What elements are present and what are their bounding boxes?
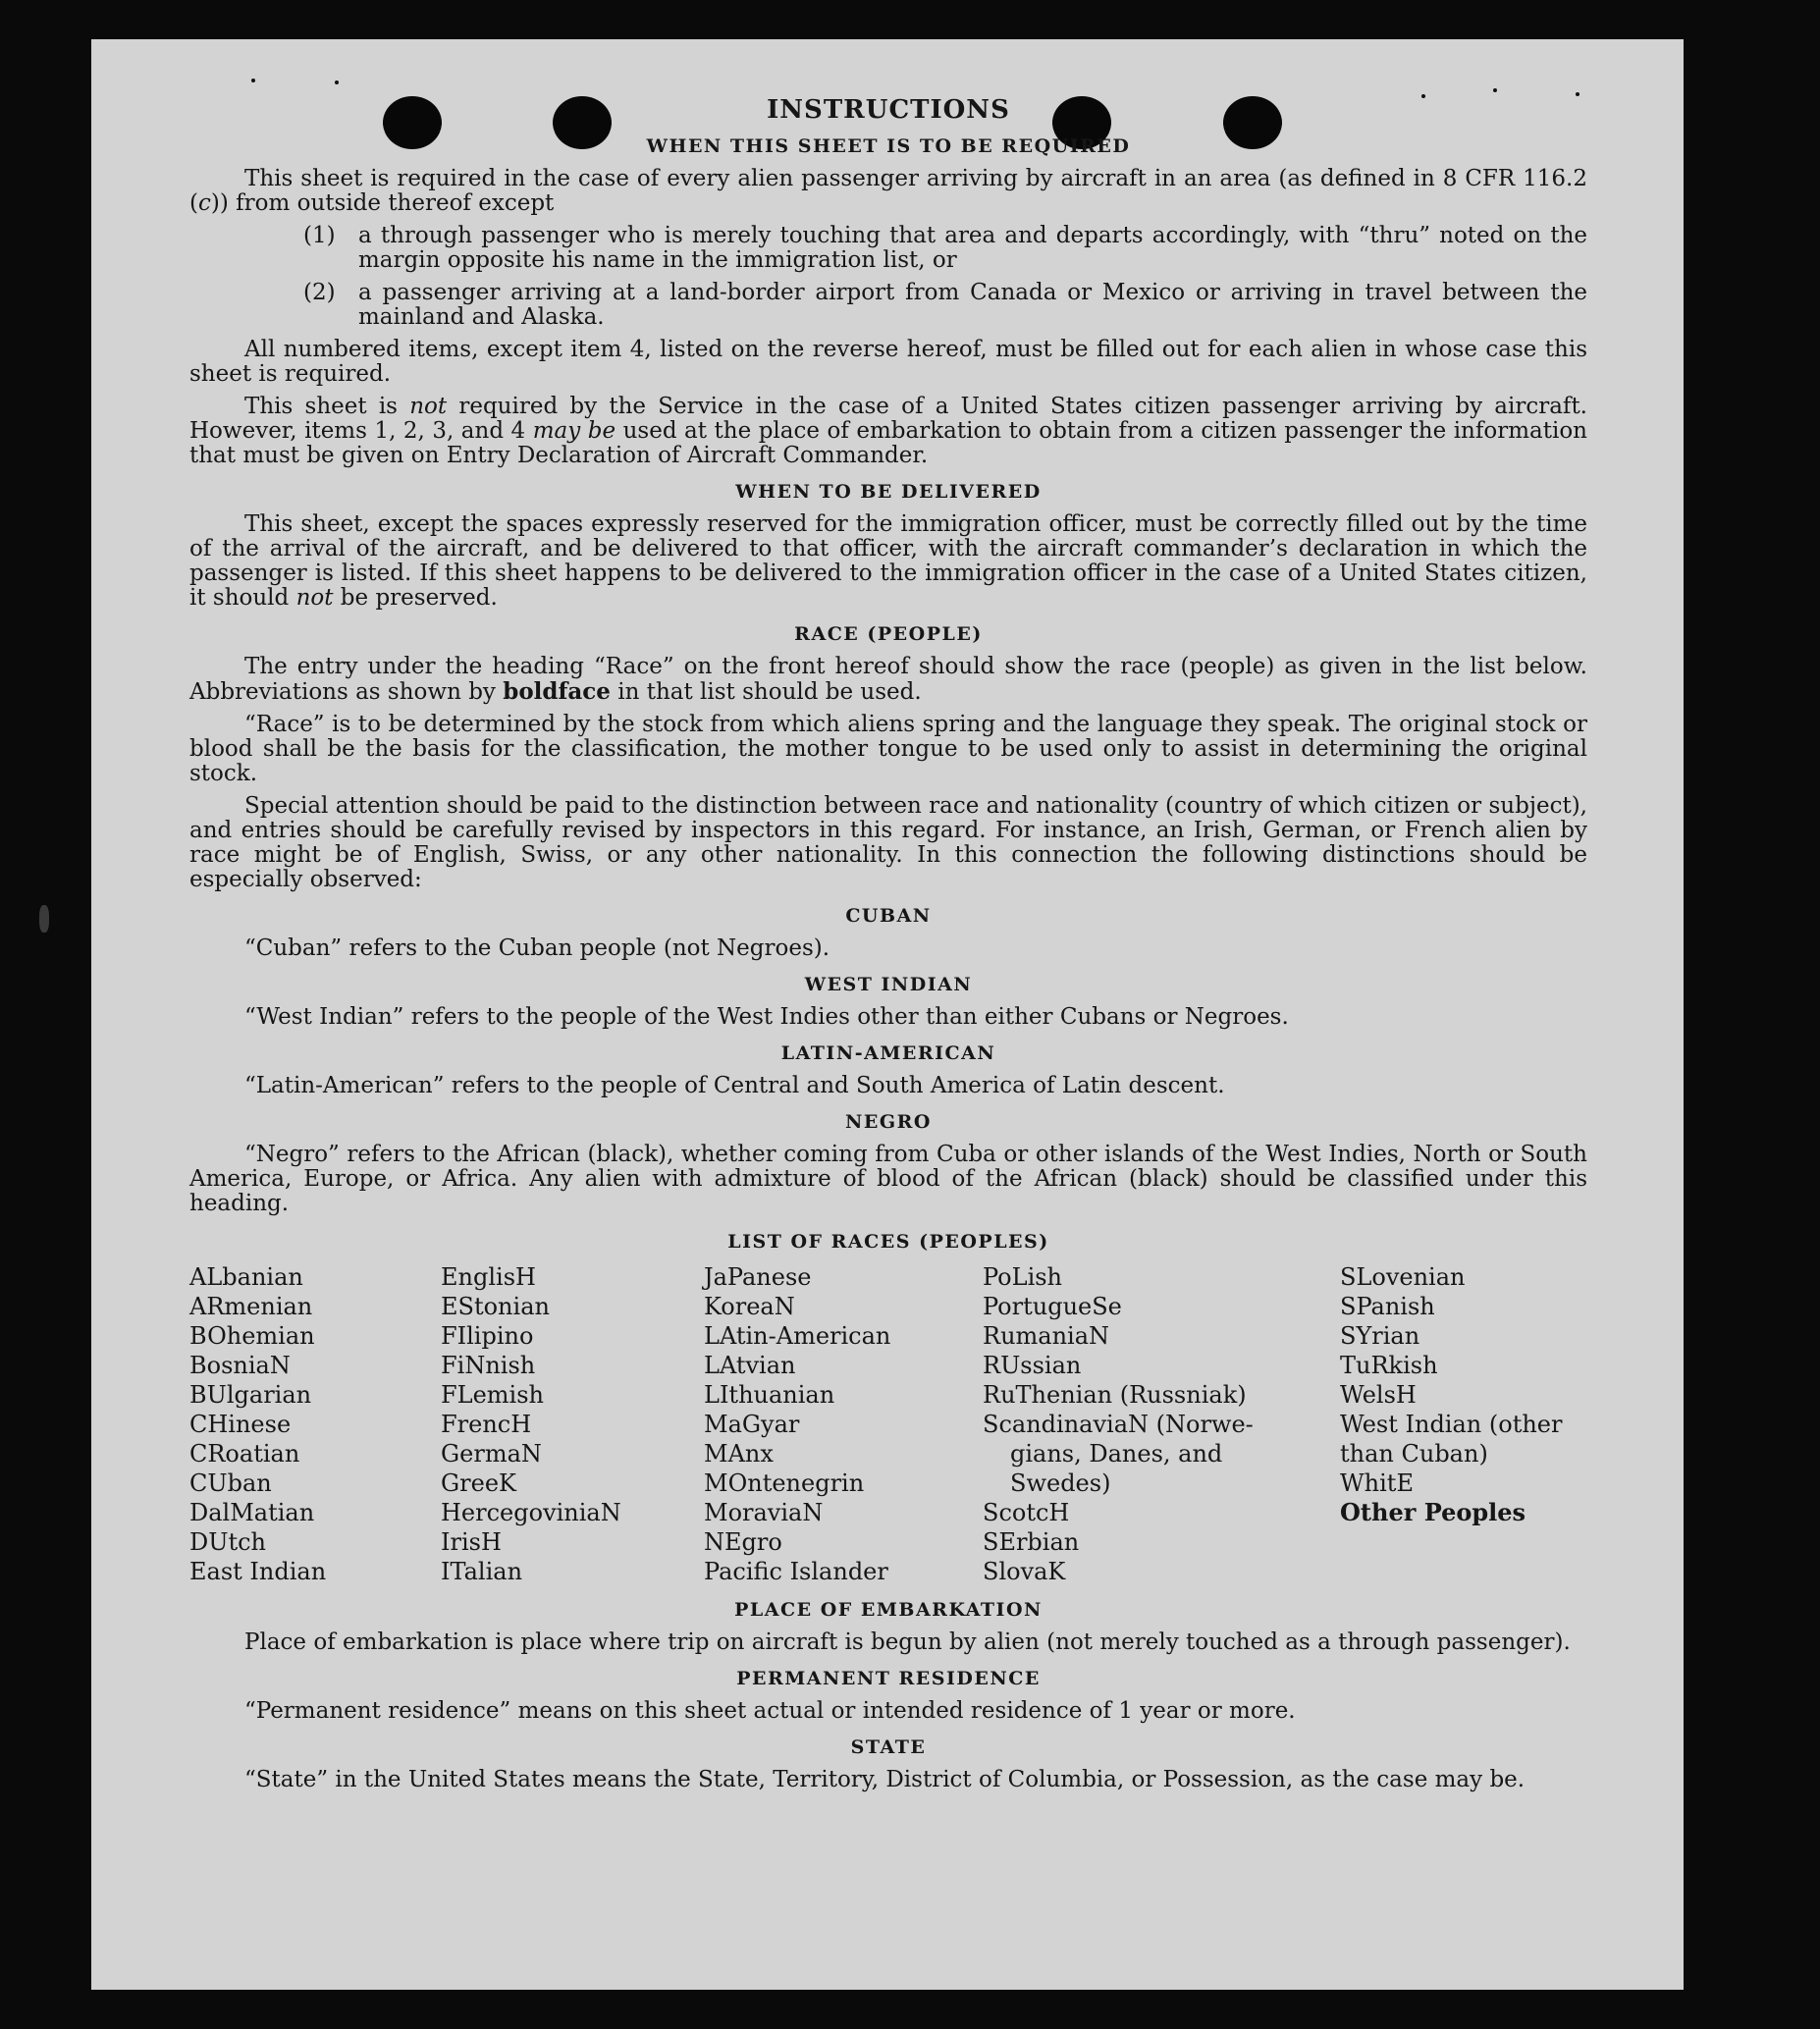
scan-speck (1576, 92, 1579, 96)
race-entry: FIlipino (441, 1322, 534, 1350)
race-entry: EStonian (441, 1293, 550, 1320)
race-entry: TuRkish (1340, 1352, 1438, 1379)
race-entry: BOhemian (189, 1322, 315, 1350)
race-entry: CUban (189, 1469, 272, 1497)
race-entry-continued: gians, Danes, and (1010, 1440, 1223, 1468)
scan-speck (335, 80, 339, 84)
race-entry: SPanish (1340, 1293, 1435, 1320)
race-entry-other: Other Peoples (1340, 1498, 1526, 1526)
exception-item-1: (1) a through passenger who is merely touching that area and departs accordingly, with “thru” noted on the margin opposite his name in the immigration list, or (303, 223, 1587, 273)
scan-artifact (39, 905, 49, 933)
race-entry: WelsH (1340, 1381, 1417, 1409)
race-entry: LIthuanian (704, 1381, 835, 1409)
paragraph-required: This sheet is required in the case of every alien passenger arriving by aircraft in an area (as defined in 8 CFR 116.2 (c)) from outside thereof except (189, 166, 1587, 216)
race-entry: FLemish (441, 1381, 544, 1409)
race-entry: JaPanese (704, 1263, 812, 1291)
race-column-4 (983, 1262, 1340, 1586)
race-entry: BUlgarian (189, 1381, 312, 1409)
race-column-2 (441, 1262, 704, 1586)
paragraph-latin-american: “Latin-American” refers to the people of Central and South America of Latin descent. (244, 1073, 1225, 1098)
paragraph-cuban: “Cuban” refers to the Cuban people (not Negroes). (244, 935, 830, 961)
scan-speck (1493, 88, 1497, 92)
race-entry: MaGyar (704, 1411, 800, 1438)
heading-negro: NEGRO (845, 1111, 932, 1133)
race-entry: SYrian (1340, 1322, 1420, 1350)
race-entry: EnglisH (441, 1263, 536, 1291)
heading-when-delivered: WHEN TO BE DELIVERED (735, 481, 1042, 503)
paragraph-race-nationality: Special attention should be paid to the distinction between race and nationality (country of which citizen or subject), and entries should be carefully revised by inspectors in this regard. For instance, an Irish, German, or French alien by race might be of English, Swiss, or any other nationality. In this connection the following distinctions should be especially observed: (189, 793, 1587, 892)
heading-cuban: CUBAN (845, 905, 932, 927)
paragraph-numbered-items: All numbered items, except item 4, listed on the reverse hereof, must be filled out for each alien in whose case this sheet is required. (189, 337, 1587, 387)
race-entry: GermaN (441, 1440, 542, 1468)
race-entry: DalMatian (189, 1499, 315, 1526)
race-entry: East Indian (189, 1558, 327, 1585)
instructions-content (189, 95, 1587, 1800)
race-entry: WhitE (1340, 1469, 1414, 1497)
paragraph-west-indian: “West Indian” refers to the people of the West Indies other than either Cubans or Negroes. (244, 1004, 1289, 1030)
race-entry: ALbanian (189, 1263, 303, 1291)
race-entry: ScandinaviaN (Norwe- (983, 1411, 1254, 1438)
race-entry: MAnx (704, 1440, 774, 1468)
race-entry: SErbian (983, 1528, 1080, 1556)
paragraph-race-entry: The entry under the heading “Race” on the front hereof should show the race (people) as given in the list below. Abbreviations as shown by boldface in that list should be used. (189, 654, 1587, 705)
race-entry: RuThenian (Russniak) (983, 1381, 1247, 1409)
race-entry: ARmenian (189, 1293, 313, 1320)
heading-list-of-races: LIST OF RACES (PEOPLES) (727, 1231, 1049, 1253)
race-entry: CRoatian (189, 1440, 300, 1468)
heading-when-required: WHEN THIS SHEET IS TO BE REQUIRED (646, 135, 1131, 157)
heading-race: RACE (PEOPLE) (794, 623, 983, 645)
race-entry: CHinese (189, 1411, 292, 1438)
race-entry: FiNnish (441, 1352, 536, 1379)
paragraph-embarkation: Place of embarkation is place where trip on aircraft is begun by alien (not merely touched as a through passenger). (244, 1629, 1571, 1655)
race-entry: LAtvian (704, 1352, 796, 1379)
heading-west-indian: WEST INDIAN (804, 974, 973, 995)
race-entry: LAtin-American (704, 1322, 891, 1350)
race-entry: FrencH (441, 1411, 532, 1438)
page-title: INSTRUCTIONS (767, 95, 1010, 125)
race-entry: GreeK (441, 1469, 516, 1497)
exception-item-2: (2) a passenger arriving at a land-border airport from Canada or Mexico or arriving in travel between the mainland and Alaska. (303, 280, 1587, 330)
race-entry: KoreaN (704, 1293, 795, 1320)
paragraph-citizen: This sheet is not required by the Service in the case of a United States citizen passenger arriving by aircraft. However, items 1, 2, 3, and 4 may be used at the place of embarkation to obtain from a citizen passenger the information that must be given on Entry Declaration of Aircraft Commander. (189, 394, 1587, 468)
paragraph-race-stock: “Race” is to be determined by the stock from which aliens spring and the language they speak. The original stock or blood shall be the basis for the classification, the mother tongue to be used only to assist in determining the original stock. (189, 712, 1587, 786)
race-entry: ITalian (441, 1558, 523, 1585)
race-entry: MoraviaN (704, 1499, 824, 1526)
race-column-3 (704, 1262, 983, 1586)
race-entry: MOntenegrin (704, 1469, 865, 1497)
document-page (91, 39, 1684, 1990)
race-entry: DUtch (189, 1528, 267, 1556)
race-entry-continued: than Cuban) (1340, 1440, 1488, 1468)
race-entry: HercegoviniaN (441, 1499, 621, 1526)
race-entry-continued: Swedes) (1010, 1469, 1111, 1497)
race-entry: SlovaK (983, 1558, 1066, 1585)
scan-speck (251, 79, 255, 82)
race-entry: Pacific Islander (704, 1558, 888, 1585)
paragraph-state: “State” in the United States means the State, Territory, District of Columbia, or Possession, as the case may be. (244, 1767, 1526, 1792)
race-list (189, 1262, 1587, 1586)
race-entry: RUssian (983, 1352, 1082, 1379)
race-entry: NEgro (704, 1528, 782, 1556)
heading-permanent-residence: PERMANENT RESIDENCE (736, 1668, 1041, 1689)
race-entry: PoLish (983, 1263, 1063, 1291)
heading-embarkation: PLACE OF EMBARKATION (734, 1599, 1043, 1621)
paragraph-negro: “Negro” refers to the African (black), whether coming from Cuba or other islands of the West Indies, North or South America, Europe, or Africa. Any alien with admixture of blood of the African (black) should be classified under this heading. (189, 1142, 1587, 1216)
race-entry: West Indian (other (1340, 1411, 1563, 1438)
heading-state: STATE (850, 1736, 927, 1758)
race-entry: ScotcH (983, 1499, 1070, 1526)
heading-latin-american: LATIN-AMERICAN (780, 1042, 996, 1064)
paragraph-delivered: This sheet, except the spaces expressly reserved for the immigration officer, must be correctly filled out by the time of the arrival of the aircraft, and be delivered to that officer, with the aircraft commander’s declaration in which the passenger is listed. If this sheet happens to be delivered to the immigration officer in the case of a United States citizen, it should not be preserved. (189, 511, 1587, 611)
paragraph-permanent-residence: “Permanent residence” means on this sheet actual or intended residence of 1 year or more. (244, 1698, 1296, 1724)
race-column-5 (1340, 1262, 1587, 1586)
race-entry: BosniaN (189, 1352, 291, 1379)
race-entry: SLovenian (1340, 1263, 1466, 1291)
race-entry: PortugueSe (983, 1293, 1122, 1320)
race-column-1 (189, 1262, 441, 1586)
race-entry: RumaniaN (983, 1322, 1110, 1350)
race-entry: IrisH (441, 1528, 502, 1556)
